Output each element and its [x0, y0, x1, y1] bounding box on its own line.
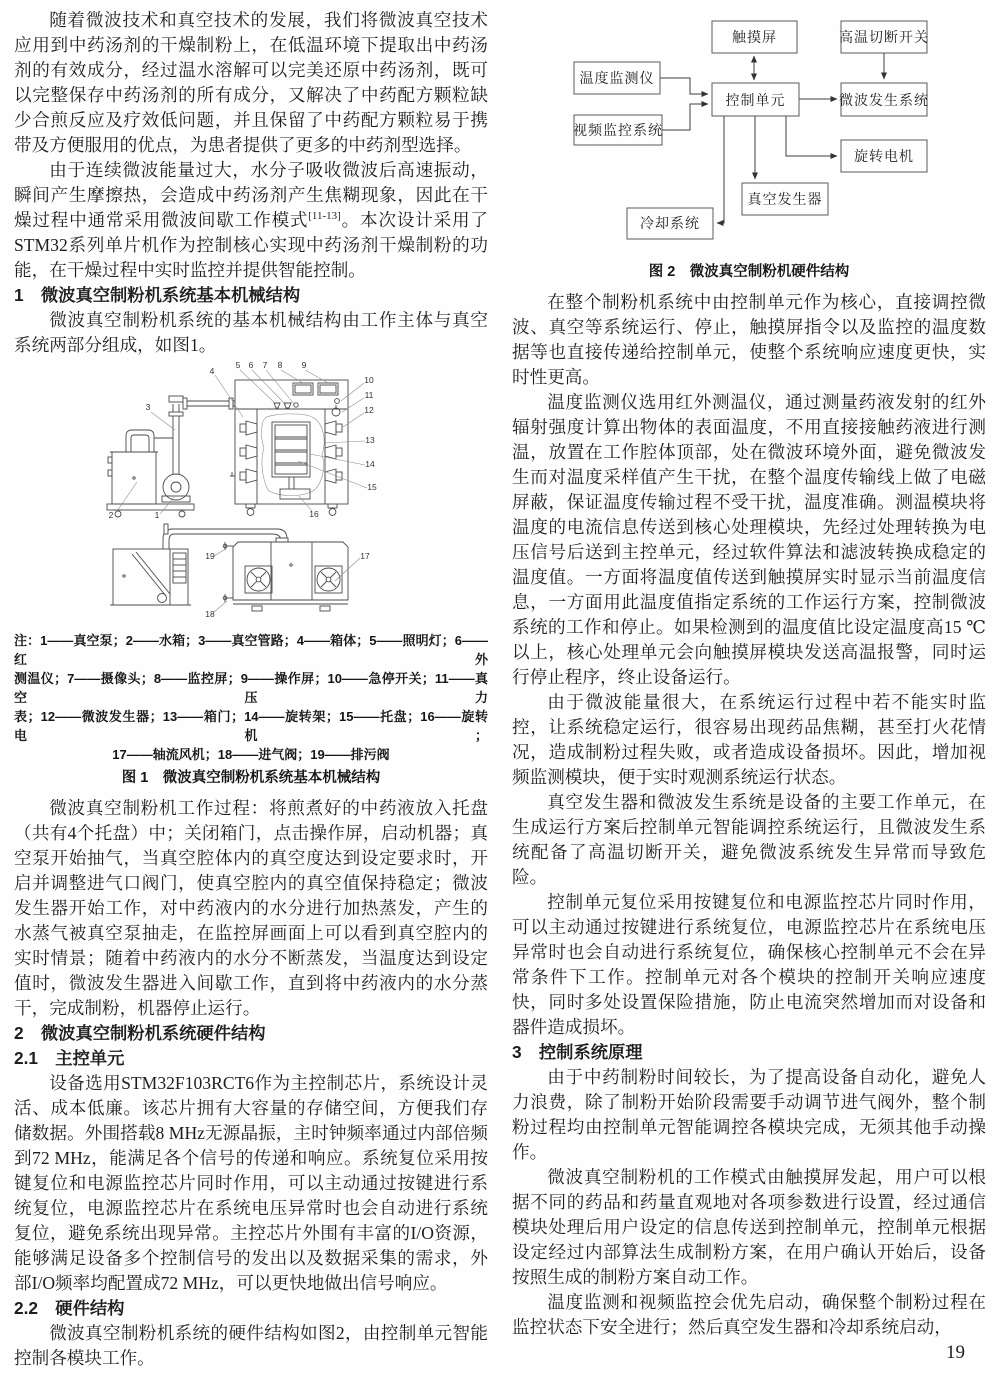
fig2-node-cooling-system: [627, 208, 713, 239]
figure-1-notes: [14, 631, 488, 764]
paragraph-reset: 控制单元复位采用按键复位和电源监控芯片同时作用，可以主动通过按键进行系统复位，电源监控芯片在系统电压异常时也会自动进行系统复位，确保核心控制单元不会在异常条件下工作。控制单元对各个模块的控制开关响应速度快，同时多处设置保险措施，防止电流突然增加而对设备和器件造成损坏。: [512, 892, 986, 1037]
fig2-label-temp-monitor: 温度监测仪: [579, 72, 655, 87]
callout-17: 17: [360, 551, 370, 561]
figure-2-caption: 图 2 微波真空制粉机硬件结构: [648, 264, 850, 280]
section-heading-3: 3 控制系统原理: [512, 1042, 643, 1062]
page-number: 19: [946, 1342, 965, 1363]
paragraph-main-units: 真空发生器和微波发生系统是设备的主要工作单元，在生成运行方案后控制单元智能调控系统运行，且微波发生系统配备了高温切断开关，避免微波系统发生异常而导致危险。: [512, 792, 986, 887]
callout-6: 6: [248, 360, 254, 370]
fig1-vacuum-pipe: [183, 398, 235, 409]
fig1-base-plate: [107, 504, 194, 517]
fig1-drain-valve: [223, 542, 233, 550]
fig1-tray-rack: [272, 422, 310, 477]
figure-1: [14, 360, 488, 790]
callout-7: 7: [262, 360, 268, 370]
fig2-label-video-system: 视频监控系统: [573, 124, 663, 139]
paragraph-startup-order: 温度监测和视频监控会优先启动，确保整个制粉过程在监控状态下安全进行；然后真空发生器和冷却系统启动，: [512, 1292, 986, 1337]
fig2-node-control-unit: [712, 83, 799, 116]
figure-1-drawing: [14, 360, 489, 628]
fig1-rear-box: [223, 542, 348, 611]
figure-2-diagram: [512, 10, 987, 258]
paragraph-mechanical-intro: 微波真空制粉机系统的基本机械结构由工作主体与真空系统两部分组成，如图1。: [14, 310, 488, 355]
callout-8: 8: [277, 360, 283, 370]
citation-ref: [11-13]: [308, 210, 341, 223]
paragraph-hardware-intro: 微波真空制粉机系统的硬件结构如图2，由控制单元智能控制各模块工作。: [14, 1323, 488, 1368]
section-heading-2: 2 微波真空制粉机系统硬件结构: [14, 1023, 266, 1043]
callout-10: 10: [364, 375, 374, 385]
fig1-side-unit: [110, 549, 191, 605]
figure-2: [512, 10, 986, 284]
section-heading-2-2: 2.2 硬件结构: [14, 1298, 125, 1318]
fig2-node-video-system: [573, 115, 663, 145]
fig1-vacuum-pump: [162, 396, 190, 502]
fig1-inlet-valve: [223, 594, 233, 602]
callout-4: 4: [209, 366, 215, 376]
fig2-label-temp-cutoff: 高温切断开关: [839, 31, 929, 46]
callout-9: 9: [301, 360, 307, 370]
callout-18: 18: [205, 609, 215, 619]
fig2-node-touchscreen: [712, 21, 797, 53]
fig2-label-vacuum-generator: 真空发生器: [747, 193, 823, 208]
callout-14: 14: [365, 459, 375, 469]
right-column: [512, 8, 986, 1340]
section-heading-2-1: 2.1 主控单元: [14, 1048, 125, 1068]
fig1-fan-left: [245, 566, 272, 593]
note-line-4: 17——轴流风机；18——进气阀；19——排污阀: [112, 747, 390, 762]
paragraph-microwave-mode: [14, 158, 488, 283]
fig2-node-temp-monitor: [574, 62, 660, 94]
callout-15: 15: [367, 482, 377, 492]
fig1-casters: [246, 504, 337, 515]
fig2-label-cooling-system: 冷却系统: [640, 217, 700, 232]
callout-11: 11: [364, 390, 374, 400]
fig1-horns-right: [325, 421, 342, 483]
fig2-node-temp-cutoff-switch: [839, 21, 929, 53]
paragraph-work-process: 微波真空制粉机工作过程：将煎煮好的中药液放入托盘（共有4个托盘）中；关闭箱门，点击操作屏，启动机器；真空泵开始抽气，当真空腔体内的真空度达到设定要求时，开启并调整进气口阀门，使真空腔内的真空值保持稳定；微波发生器开始工作，对中药液内的水分进行加热蒸发，产生的水蒸气被真空泵抽走，在监控屏画面上可以看到真空腔内的实时情景；随着中药液内的水分不断蒸发，当温度达到设定值时，微波发生器进入间歇工作，直到将中药液内的水分蒸干，完成制粉，机器停止运行。: [14, 798, 488, 1018]
fig1-horns-left: [240, 421, 257, 483]
section-heading-1: 1 微波真空制粉机系统基本机械结构: [14, 285, 301, 305]
fig1-leader-lines: [115, 370, 367, 612]
paragraph-automation: 由于中药制粉时间较长，为了提高设备自动化，避免人力浪费，除了制粉开始阶段需要手动调节进气阀外，整个制粉过程均由控制单元智能调控各模块完成，无须其他手动操作。: [512, 1067, 986, 1162]
paragraph-mcu: 设备选用STM32F103RCT6作为主控制芯片，系统设计灵活、成本低廉。该芯片拥有大容量的存储空间，方便我们存储数据。外围搭载8 MHz无源晶振，主时钟频率通过内部倍频到72 MHz，能满足各个信号的传递和响应。系统复位采用按键复位和电源监控芯片同时作用，可以主动通过按键进行系统复位，电源监控芯片在系统电压异常时也会自动进行系统复位，避免系统出现异常。主控芯片外围有丰富的I/O资源，能够满足设备多个控制信号的发出以及数据采集的需求，外部I/O频率均配置成72 MHz，可以更快地做出信号响应。: [14, 1073, 488, 1293]
callout-13: 13: [365, 435, 375, 445]
fig2-node-vacuum-generator: [742, 183, 828, 215]
fig2-label-touchscreen: 触摸屏: [732, 31, 777, 46]
fig2-label-control-unit: 控制单元: [725, 94, 786, 109]
fig1-cabinet: [230, 380, 348, 515]
left-column: [14, 8, 488, 1371]
callout-1: 1: [154, 510, 160, 520]
callout-12: 12: [364, 405, 374, 415]
callout-2: 2: [108, 510, 114, 520]
note-line-3: 表；12——微波发生器；13——箱门；14——旋转架；15——托盘；16——旋转电机；: [14, 709, 488, 743]
fig2-node-rotary-motor: [841, 140, 927, 172]
paragraph-temp-monitor: 温度监测仪选用红外测温仪，通过测量药液发射的红外辐射强度计算出物体的表面温度，不用直接接触药液进行测温，放置在工作腔体顶部，处在微波环境外面，避免微波发生而对温度采样值产生干扰，在整个温度传输线上做了电磁屏蔽，保证温度传输过程不受干扰，温度准确。测温模块将温度的电流信息传送到核心处理模块，先经过处理转换为电压信号后送到主控单元，经过软件算法和滤波转换成稳定的温度值。一方面将温度值传送到触摸屏实时显示当前温度信息，一方面用此温度值指定系统的工作运行方案，控制微波系统的工作和停止。如果检测到的温度值比设定温度高15 ℃以上，核心处理单元会向触摸屏模块发送高温报警，同时运行停止程序，终止设备运行。: [512, 392, 986, 687]
paragraph-intro: 随着微波技术和真空技术的发展，我们将微波真空技术应用到中药汤剂的干燥制粉上，在低温环境下提取出中药汤剂的有效成分，经过温水溶解可以完美还原中药汤剂，既可以完整保存中药汤剂的所有成分，又解决了中药配方颗粒缺少合煎反应及疗效低问题，并且保留了中药配方颗粒易于携带及方便服用的优点，为患者提供了更多的中药剂型选择。: [14, 10, 488, 155]
fig1-water-tank: [108, 430, 173, 504]
p2-text: 由于连续微波能量过大，水分子吸收微波后高速振动，瞬间产生摩擦热，会造成中药汤剂产生焦糊现象，因此在干燥过程中通常采用微波间歇工作模式: [14, 160, 488, 230]
note-line-2: 测温仪；7——摄像头；8——监控屏；9——操作屏；10——急停开关；11——真空压力: [14, 671, 488, 705]
fig2-label-rotary-motor: 旋转电机: [854, 150, 914, 165]
fig1-fan-right: [315, 566, 342, 593]
fig2-label-microwave-system: 微波发生系统: [839, 94, 929, 109]
callout-16: 16: [309, 509, 319, 519]
fig1-pipe-arch: [163, 524, 288, 549]
p2-text-after: 。本次设计采用了STM32系列单片机作为控制核心实现中药汤剂干燥制粉的功能，在干燥过程中实时监控并提供智能控制。: [14, 210, 488, 280]
callout-5: 5: [235, 360, 241, 370]
fig2-node-microwave-system: [839, 83, 929, 116]
paragraph-control-core: 在整个制粉机系统中由控制单元作为核心，直接调控微波、真空等系统运行、停止，触摸屏指令以及监控的温度数据等也直接传递给控制单元，使整个系统响应速度更快，实时性更高。: [512, 292, 986, 387]
callout-19: 19: [205, 551, 215, 561]
paragraph-touchscreen-mode: 微波真空制粉机的工作模式由触摸屏发起，用户可以根据不同的药品和药量直观地对各项参数进行设置，经过通信模块处理后用户设定的信息传送到控制单元，控制单元根据设定经过内部算法生成制粉方案，在用户确认开始后，设备按照生成的制粉方案自动工作。: [512, 1167, 986, 1287]
note-line-1: 注：1——真空泵；2——水箱；3——真空管路；4——箱体；5——照明灯；6——红外: [14, 633, 488, 667]
paragraph-video-module: 由于微波能量很大，在系统运行过程中若不能实时监控，让系统稳定运行，很容易出现药品焦糊，甚至打火花情况，造成制粉过程失败，或者造成设备损坏。因此，增加视频监测模块，便于实时观测系统运行状态。: [512, 692, 986, 787]
figure-1-caption: 图 1 微波真空制粉机系统基本机械结构: [121, 770, 381, 786]
callout-3: 3: [145, 402, 151, 412]
